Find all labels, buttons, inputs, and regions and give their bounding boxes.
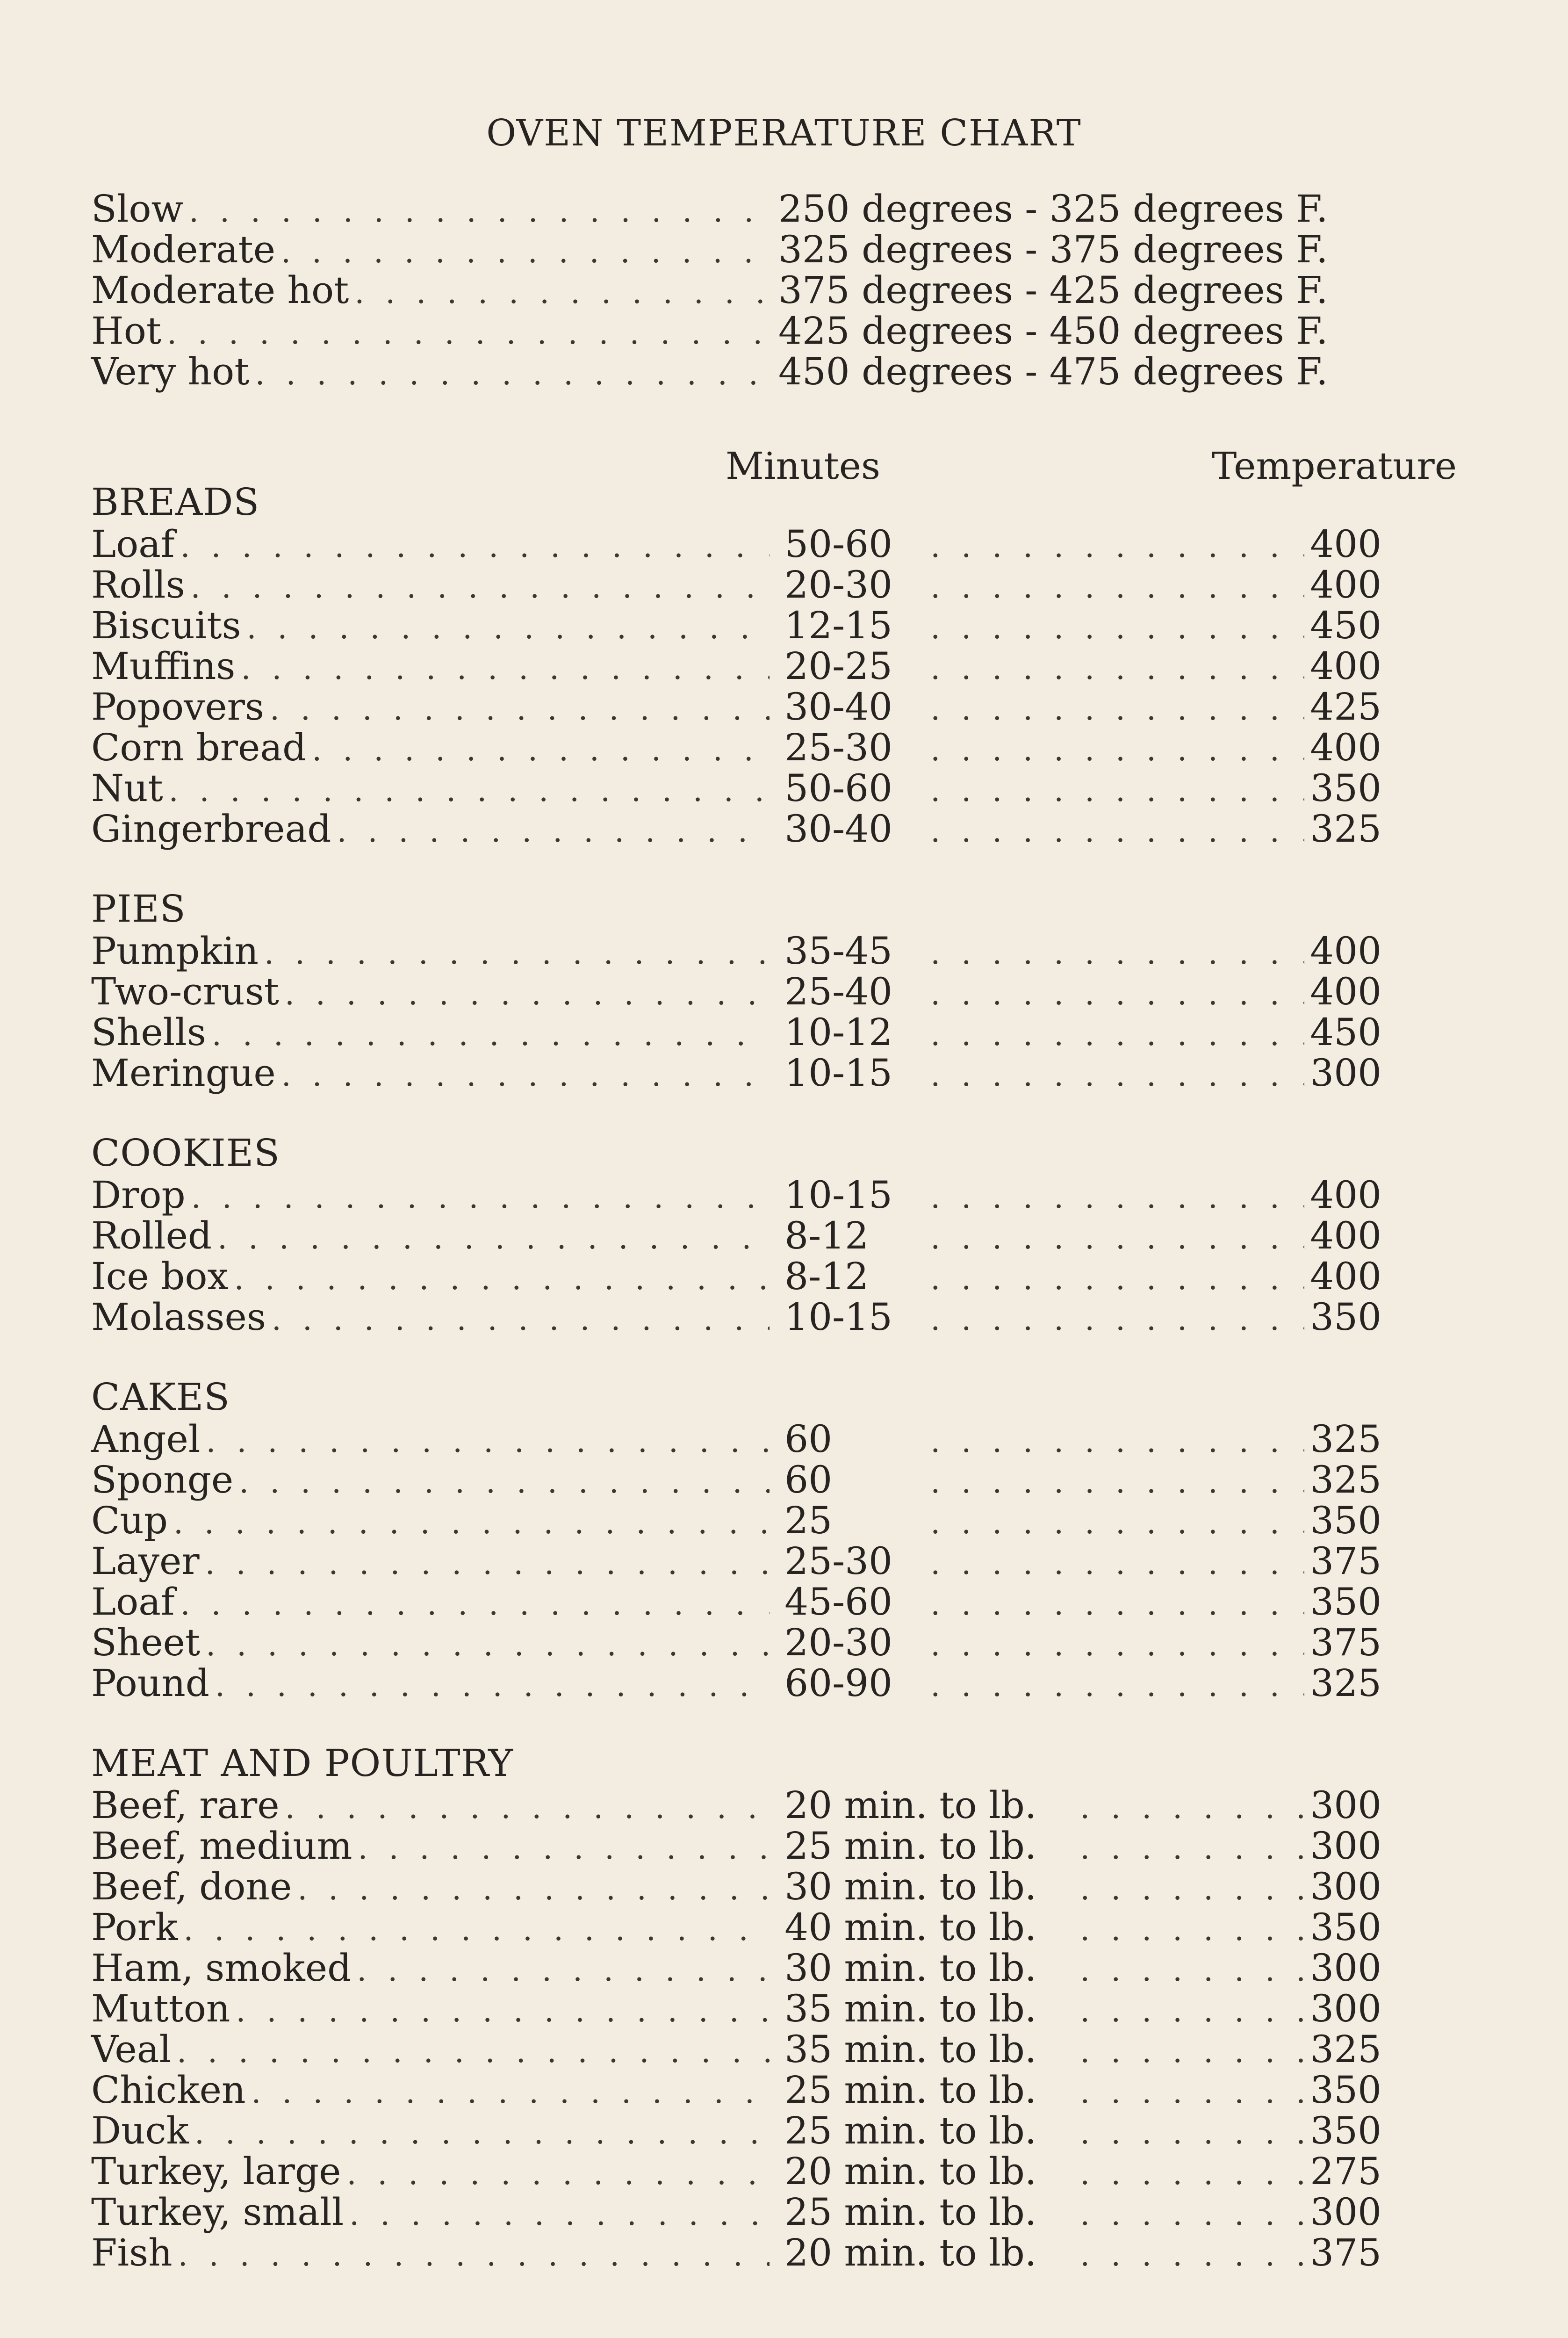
item-minutes: 60 (784, 1417, 833, 1461)
category-heading: BREADS (91, 480, 260, 524)
item-temperature: 350 (1310, 1499, 1381, 1542)
item-label: Loaf (91, 1580, 175, 1624)
table-row (91, 766, 1381, 810)
table-row (91, 2109, 1381, 2150)
item-temperature: 400 (1310, 726, 1381, 769)
section-spacer (91, 1702, 1381, 1743)
temperature-range-row (91, 309, 1391, 353)
item-minutes: 30 min. to lb. (784, 1865, 1037, 1908)
category-heading: COOKIES (91, 1131, 280, 1175)
item-temperature: 400 (1310, 970, 1381, 1013)
item-minutes: 25 min. to lb. (784, 2068, 1037, 2112)
dot-leader (281, 1057, 770, 1093)
item-temperature: 300 (1310, 1987, 1381, 2030)
item-label: Turkey, large (91, 2150, 341, 2193)
item-minutes: 25-40 (784, 970, 892, 1013)
table-row (91, 1499, 1381, 1542)
table-row (91, 1783, 1381, 1827)
item-minutes: 35-45 (784, 929, 892, 973)
minutes-header: Minutes (726, 444, 881, 488)
item-minutes: 10-15 (784, 1295, 892, 1339)
item-label: Veal (91, 2028, 172, 2071)
dot-leader (930, 1667, 1304, 1703)
dot-leader (178, 2237, 770, 2273)
item-minutes: 30-40 (784, 807, 892, 851)
item-minutes: 30-40 (784, 685, 892, 729)
item-label: Drop (91, 1173, 186, 1217)
table-row (91, 522, 1381, 566)
dot-leader (354, 274, 773, 310)
temperature-range-row (91, 268, 1391, 312)
item-label: Fish (91, 2231, 173, 2274)
dot-leader (1080, 1952, 1304, 1988)
item-minutes: 25-30 (784, 726, 892, 769)
dot-leader (930, 1057, 1304, 1093)
item-label: Pound (91, 1661, 210, 1705)
item-minutes: 12-15 (784, 604, 892, 647)
oven-temperature-ranges (91, 187, 1391, 393)
item-temperature: 325 (1310, 1417, 1381, 1461)
dot-leader (1080, 1830, 1304, 1866)
item-temperature: 325 (1310, 2028, 1381, 2071)
item-label: Layer (91, 1539, 200, 1583)
dot-leader (930, 1301, 1304, 1337)
dot-leader (358, 1830, 770, 1866)
item-minutes: 20 min. to lb. (784, 2231, 1037, 2274)
dot-leader (930, 1464, 1304, 1500)
range-value: 375 degrees - 425 degrees F. (778, 268, 1328, 312)
dot-leader (1080, 1871, 1304, 1907)
item-temperature: 400 (1310, 1255, 1381, 1298)
item-label: Duck (91, 2109, 189, 2152)
dot-leader (281, 234, 773, 270)
range-label: Slow (91, 187, 184, 231)
item-minutes: 45-60 (784, 1580, 892, 1624)
item-temperature: 350 (1310, 2109, 1381, 2152)
item-label: Popovers (91, 685, 264, 729)
item-label: Gingerbread (91, 807, 331, 851)
item-label: Loaf (91, 522, 175, 566)
item-label: Chicken (91, 2068, 246, 2112)
item-temperature: 300 (1310, 1051, 1381, 1095)
item-label: Cup (91, 1499, 168, 1542)
range-value: 425 degrees - 450 degrees F. (778, 309, 1328, 353)
dot-leader (930, 1505, 1304, 1541)
item-temperature: 400 (1310, 1214, 1381, 1257)
item-minutes: 30 min. to lb. (784, 1946, 1037, 1990)
table-row (91, 685, 1381, 729)
temperature-range-row (91, 187, 1391, 231)
dot-leader (189, 193, 773, 229)
item-label: Beef, rare (91, 1783, 280, 1827)
dot-leader (247, 610, 770, 646)
item-temperature: 400 (1310, 929, 1381, 973)
table-row (91, 1214, 1381, 1255)
item-temperature: 300 (1310, 1865, 1381, 1908)
dot-leader (212, 1017, 770, 1053)
range-label: Moderate hot (91, 268, 349, 312)
item-temperature: 375 (1310, 2231, 1381, 2274)
table-row (91, 2150, 1381, 2193)
item-temperature: 400 (1310, 644, 1381, 688)
table-row (91, 1417, 1381, 1461)
dot-leader (930, 772, 1304, 808)
item-minutes: 20-25 (784, 644, 892, 688)
section-spacer (91, 1092, 1381, 1133)
table-row (91, 1173, 1381, 1217)
dot-leader (169, 772, 770, 808)
item-temperature: 400 (1310, 522, 1381, 566)
item-label: Rolled (91, 1214, 212, 1257)
item-temperature: 350 (1310, 1905, 1381, 1949)
item-label: Molasses (91, 1295, 266, 1339)
item-label: Angel (91, 1417, 201, 1461)
dot-leader (1080, 1912, 1304, 1948)
item-minutes: 20 min. to lb. (784, 2150, 1037, 2193)
temperature-header: Temperature (1212, 444, 1457, 488)
range-label: Hot (91, 309, 162, 353)
dot-leader (930, 1586, 1304, 1622)
item-label: Mutton (91, 1987, 230, 2030)
item-minutes: 20 min. to lb. (784, 1783, 1037, 1827)
dot-leader (349, 2196, 770, 2232)
page-title: OVEN TEMPERATURE CHART (486, 112, 1082, 154)
dot-leader (191, 1179, 770, 1215)
item-label: Beef, medium (91, 1824, 352, 1868)
item-minutes: 35 min. to lb. (784, 2028, 1037, 2071)
dot-leader (312, 732, 770, 768)
table-row (91, 1539, 1381, 1583)
item-label: Sheet (91, 1621, 201, 1664)
category-heading: PIES (91, 887, 186, 931)
dot-leader (194, 2115, 770, 2151)
range-value: 250 degrees - 325 degrees F. (778, 187, 1328, 231)
item-label: Corn bread (91, 726, 307, 769)
item-label: Beef, done (91, 1865, 292, 1908)
item-label: Nut (91, 766, 163, 810)
dot-leader (239, 1464, 770, 1500)
item-label: Sponge (91, 1458, 234, 1501)
dot-leader (177, 2034, 770, 2070)
table-row (91, 1946, 1381, 1990)
table-row (91, 2190, 1381, 2234)
item-temperature: 425 (1310, 685, 1381, 729)
dot-leader (930, 813, 1304, 849)
table-row (91, 2028, 1381, 2071)
dot-leader (930, 1017, 1304, 1053)
dot-leader (930, 1179, 1304, 1215)
dot-leader (930, 528, 1304, 564)
dot-leader (930, 691, 1304, 727)
item-temperature: 325 (1310, 1661, 1381, 1705)
dot-leader (930, 732, 1304, 768)
range-label: Moderate (91, 228, 276, 271)
dot-leader (930, 935, 1304, 971)
dot-leader (1080, 2074, 1304, 2110)
item-minutes: 25 min. to lb. (784, 2109, 1037, 2152)
dot-leader (1080, 2034, 1304, 2070)
item-label: Biscuits (91, 604, 241, 647)
item-minutes: 10-15 (784, 1051, 892, 1095)
dot-leader (183, 1912, 770, 1948)
item-minutes: 10-15 (784, 1173, 892, 1217)
item-temperature: 350 (1310, 766, 1381, 810)
dot-leader (264, 935, 770, 971)
item-temperature: 300 (1310, 1946, 1381, 1990)
dot-leader (215, 1667, 770, 1703)
table-row (91, 970, 1381, 1013)
item-temperature: 375 (1310, 1621, 1381, 1664)
dot-leader (1080, 2115, 1304, 2151)
item-temperature: 450 (1310, 604, 1381, 647)
item-temperature: 300 (1310, 2190, 1381, 2234)
item-temperature: 325 (1310, 1458, 1381, 1501)
item-label: Ice box (91, 1255, 229, 1298)
dot-leader (297, 1871, 770, 1907)
item-temperature: 350 (1310, 2068, 1381, 2112)
range-label: Very hot (91, 350, 250, 393)
table-row (91, 1580, 1381, 1624)
table-row (91, 1010, 1381, 1054)
dot-leader (337, 813, 770, 849)
table-row (91, 1905, 1381, 1949)
dot-leader (255, 356, 773, 392)
item-temperature: 325 (1310, 807, 1381, 851)
dot-leader (930, 1220, 1304, 1256)
item-label: Shells (91, 1010, 206, 1054)
temperature-range-row (91, 228, 1391, 271)
item-label: Pork (91, 1905, 178, 1949)
table-row (91, 1621, 1381, 1664)
dot-leader (1080, 2156, 1304, 2192)
item-minutes: 20-30 (784, 1621, 892, 1664)
section-spacer (91, 1336, 1381, 1377)
category-heading: MEAT AND POULTRY (91, 1741, 514, 1785)
item-temperature: 300 (1310, 1783, 1381, 1827)
dot-leader (1080, 1790, 1304, 1826)
dot-leader (180, 528, 770, 564)
dot-leader (930, 1261, 1304, 1297)
range-value: 450 degrees - 475 degrees F. (778, 350, 1328, 393)
item-minutes: 60-90 (784, 1661, 892, 1705)
table-row (91, 644, 1381, 688)
item-temperature: 400 (1310, 1173, 1381, 1217)
item-minutes: 60 (784, 1458, 833, 1501)
item-minutes: 8-12 (784, 1214, 869, 1257)
dot-leader (206, 1423, 770, 1459)
item-minutes: 20-30 (784, 563, 892, 606)
item-label: Rolls (91, 563, 185, 606)
item-minutes: 50-60 (784, 522, 892, 566)
dot-leader (357, 1952, 770, 1988)
table-row (91, 1661, 1381, 1705)
item-label: Turkey, small (91, 2190, 344, 2234)
table-row (91, 1987, 1381, 2028)
item-temperature: 300 (1310, 1824, 1381, 1868)
dot-leader (930, 610, 1304, 646)
table-row (91, 726, 1381, 769)
item-minutes: 50-60 (784, 766, 892, 810)
dot-leader (236, 1993, 770, 2029)
item-temperature: 450 (1310, 1010, 1381, 1054)
table-row (91, 1051, 1381, 1095)
dot-leader (180, 1586, 770, 1622)
item-minutes: 40 min. to lb. (784, 1905, 1037, 1949)
dot-leader (167, 315, 773, 351)
dot-leader (173, 1505, 770, 1541)
table-row (91, 604, 1381, 647)
dot-leader (930, 1423, 1304, 1459)
item-temperature: 350 (1310, 1580, 1381, 1624)
dot-leader (285, 1790, 770, 1826)
item-minutes: 25 (784, 1499, 833, 1542)
item-temperature: 350 (1310, 1295, 1381, 1339)
baking-time-table (91, 482, 1381, 2272)
item-label: Muffins (91, 644, 236, 688)
item-temperature: 400 (1310, 563, 1381, 606)
section-spacer (91, 848, 1381, 888)
item-temperature: 375 (1310, 1539, 1381, 1583)
category-heading: CAKES (91, 1375, 230, 1419)
dot-leader (285, 976, 770, 1012)
dot-leader (1080, 2237, 1304, 2273)
dot-leader (270, 691, 770, 727)
dot-leader (930, 569, 1304, 605)
dot-leader (191, 569, 770, 605)
item-minutes: 10-12 (784, 1010, 892, 1054)
dot-leader (930, 650, 1304, 686)
temperature-range-row (91, 350, 1391, 393)
item-label: Ham, smoked (91, 1946, 352, 1990)
table-row (91, 1295, 1381, 1339)
dot-leader (251, 2074, 770, 2110)
dot-leader (234, 1261, 770, 1297)
table-row (91, 1865, 1381, 1908)
item-minutes: 35 min. to lb. (784, 1987, 1037, 2030)
dot-leader (217, 1220, 770, 1256)
item-temperature: 275 (1310, 2150, 1381, 2193)
dot-leader (930, 1545, 1304, 1581)
dot-leader (346, 2156, 770, 2192)
dot-leader (930, 1627, 1304, 1663)
table-row (91, 1824, 1381, 1868)
dot-leader (1080, 1993, 1304, 2029)
item-label: Two-crust (91, 970, 279, 1013)
table-row (91, 2068, 1381, 2112)
table-row (91, 563, 1381, 604)
dot-leader (241, 650, 770, 686)
item-label: Pumpkin (91, 929, 259, 973)
dot-leader (205, 1545, 770, 1581)
table-row (91, 1255, 1381, 1298)
table-row (91, 1458, 1381, 1499)
range-value: 325 degrees - 375 degrees F. (778, 228, 1328, 271)
dot-leader (272, 1301, 770, 1337)
dot-leader (1080, 2196, 1304, 2232)
table-row (91, 929, 1381, 973)
table-row (91, 807, 1381, 851)
dot-leader (930, 976, 1304, 1012)
item-minutes: 25 min. to lb. (784, 1824, 1037, 1868)
item-label: Meringue (91, 1051, 276, 1095)
item-minutes: 25 min. to lb. (784, 2190, 1037, 2234)
item-minutes: 8-12 (784, 1255, 869, 1298)
item-minutes: 25-30 (784, 1539, 892, 1583)
dot-leader (206, 1627, 770, 1663)
table-row (91, 2231, 1381, 2272)
